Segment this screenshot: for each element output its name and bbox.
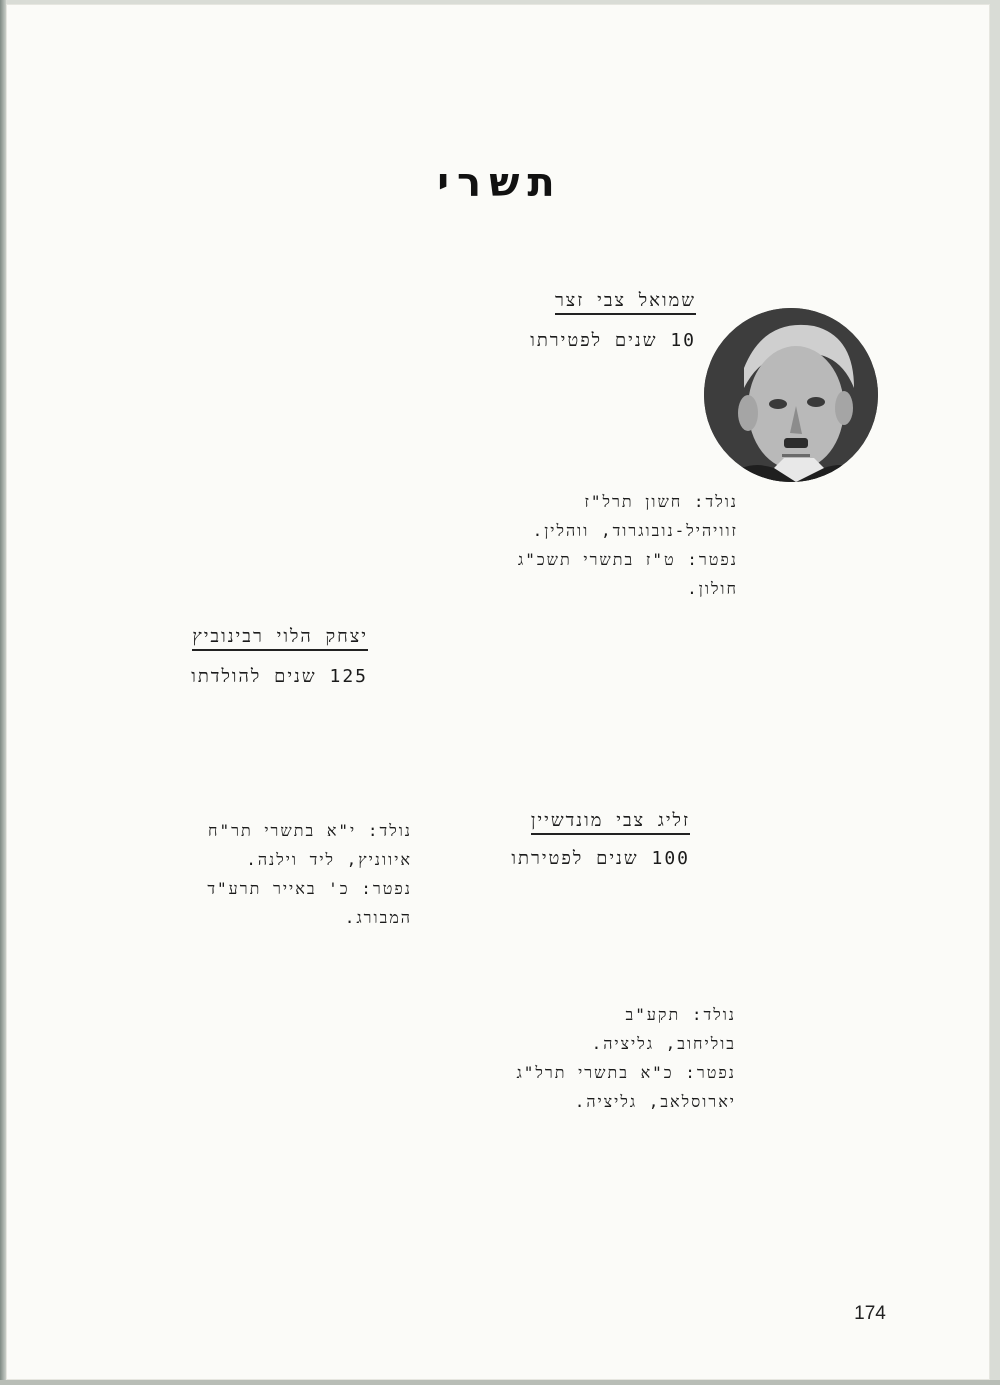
entry-2-details — [207, 816, 412, 932]
entry-1-born: נולד: חשון תרל"ז — [584, 492, 738, 511]
entry-3-details — [516, 1000, 736, 1116]
entry-1-anniversary: 10 שנים לפטירתו — [530, 330, 696, 351]
entry-2-birthplace: איווניץ, ליד וילנה. — [246, 850, 412, 869]
entry-3-name: זליג צבי מונדשיין — [531, 810, 690, 835]
month-title: תשרי — [437, 160, 563, 206]
entry-3-anniversary: 100 שנים לפטירתו — [511, 848, 690, 869]
entry-1-name: שמואל צבי זצר — [555, 290, 696, 315]
entry-2-deathplace: המבורג. — [344, 908, 412, 927]
entry-2-anniversary: 125 שנים להולדתו — [191, 666, 368, 687]
entry-3-born: נולד: תקע"ב — [625, 1005, 736, 1024]
entry-2-name: יצחק הלוי רבינוביץ — [192, 626, 368, 651]
entry-3-birthplace: בוליחוב, גליציה. — [591, 1034, 736, 1053]
entry-3-died: נפטר: כ"א בתשרי תרל"ג — [516, 1063, 736, 1082]
entry-1-details — [518, 487, 738, 603]
page-number: 174 — [854, 1303, 886, 1324]
page-bottom-edge — [0, 1380, 1000, 1385]
portrait-photo — [704, 308, 878, 482]
entry-1-birthplace: זוויהיל-נובוגרוד, ווהלין. — [532, 521, 738, 540]
entry-2-died: נפטר: כ' באייר תרע"ד — [207, 879, 412, 898]
entry-2-born: נולד: י"א בתשרי תר"ח — [207, 821, 412, 840]
document-page — [6, 4, 990, 1380]
entry-1-deathplace: חולון. — [687, 579, 738, 598]
entry-3-deathplace: יארוסלאב, גליציה. — [574, 1092, 736, 1111]
entry-1-died: נפטר: ט"ז בתשרי תשכ"ג — [517, 550, 738, 569]
